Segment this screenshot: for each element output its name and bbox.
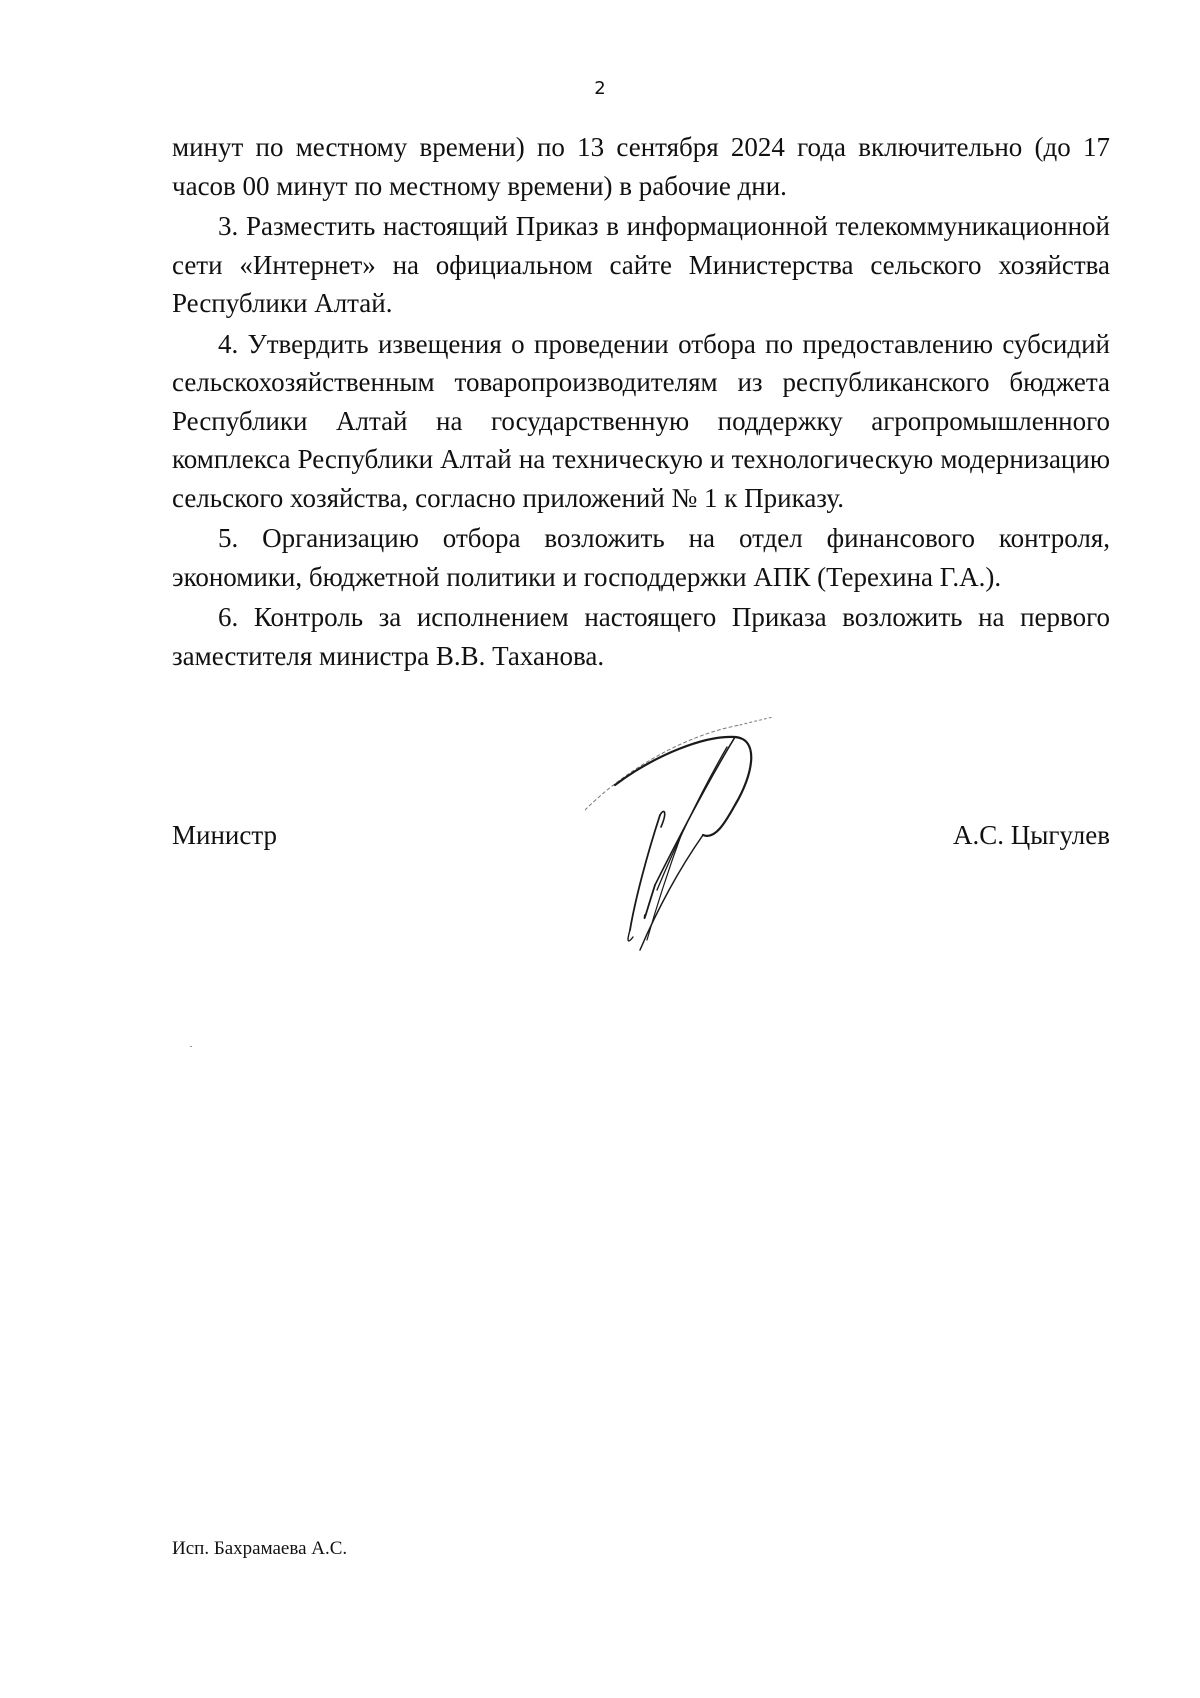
paragraph-continuation: минут по местному времени) по 13 сентября 2024 года включительно (до 17 часов 00 минут по местному времени) в рабочие дни. <box>172 132 1110 201</box>
executor-note: Исп. Бахрамаева А.С. <box>172 1538 348 1559</box>
page-number: 2 <box>594 78 606 99</box>
paragraph-item-6: 6. Контроль за исполнением настоящего Приказа возложить на первого заместителя министра В.В. Таханова. <box>172 602 1110 671</box>
document-body <box>172 128 1110 677</box>
signature-role: Министр <box>172 820 277 850</box>
signature-name: А.С. Цыгулев <box>953 820 1110 850</box>
paragraph-item-3: 3. Разместить настоящий Приказ в информационной телекоммуникационной сети «Интернет» на официальном сайте Министерства сельского хозяйства Республики Алтай. <box>172 211 1110 318</box>
handwritten-signature <box>585 715 855 985</box>
scan-speck <box>190 1046 192 1047</box>
paragraph-item-5: 5. Организацию отбора возложить на отдел финансового контроля, экономики, бюджетной политики и господдержки АПК (Терехина Г.А.). <box>172 523 1110 592</box>
paragraph-item-4: 4. Утвердить извещения о проведении отбора по предоставлению субсидий сельскохозяйственным товаропроизводителям из республиканского бюджета Республики Алтай на государственную поддержку агропромышленного комплекса Республики Алтай на техническую и технологическую модернизацию сельского хозяйства, согласно приложений № 1 к Приказу. <box>172 328 1110 513</box>
